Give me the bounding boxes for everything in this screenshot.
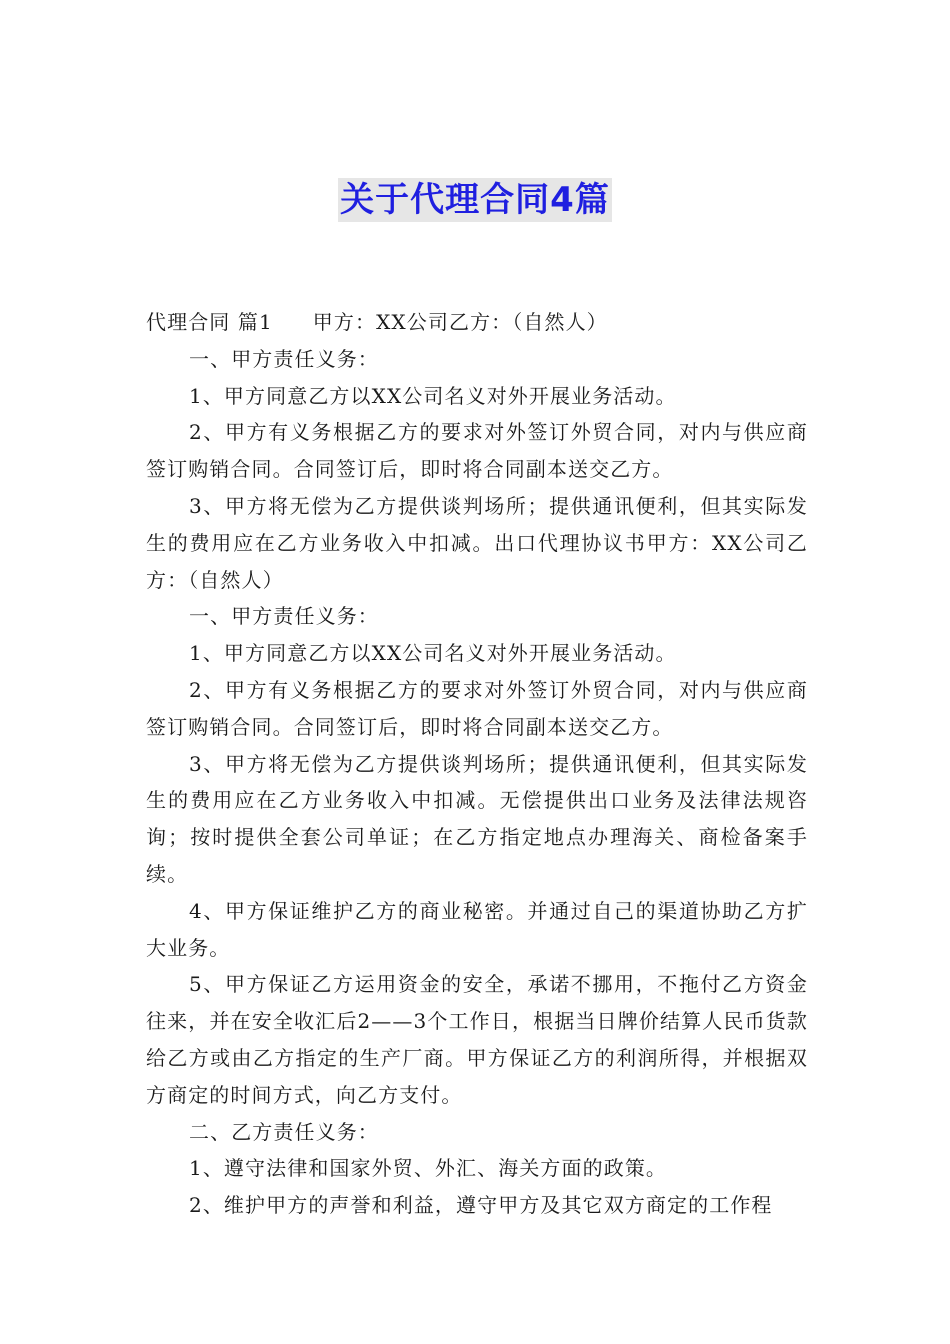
paragraph: 3、甲方将无偿为乙方提供谈判场所；提供通讯便利，但其实际发生的费用应在乙方业务收入中扣减。出口代理协议书甲方：XX公司乙方：（自然人） — [146, 493, 808, 592]
paragraph: 1、甲方同意乙方以XX公司名义对外开展业务活动。 — [189, 641, 677, 666]
paragraph: 1、甲方同意乙方以XX公司名义对外开展业务活动。 — [189, 383, 677, 408]
title-container — [0, 178, 950, 222]
paragraph: 3、甲方将无偿为乙方提供谈判场所；提供通讯便利，但其实际发生的费用应在乙方业务收入中扣减。无偿提供出口业务及法律法规咨询；按时提供全套公司单证；在乙方指定地点办理海关、商检备案手续。 — [146, 751, 808, 886]
document-body — [146, 304, 808, 1224]
paragraph: 二、乙方责任义务： — [189, 1119, 379, 1144]
paragraph: 1、遵守法律和国家外贸、外汇、海关方面的政策。 — [189, 1156, 668, 1181]
document-title: 关于代理合同4篇 — [340, 180, 610, 220]
paragraph: 2、甲方有义务根据乙方的要求对外签订外贸合同，对内与供应商签订购销合同。合同签订后，即时将合同副本送交乙方。 — [146, 420, 808, 482]
first-line — [146, 304, 808, 341]
section-label: 代理合同 篇1 — [146, 310, 273, 334]
paragraph: 4、甲方保证维护乙方的商业秘密。并通过自己的渠道协助乙方扩大业务。 — [146, 898, 808, 960]
paragraph: 2、维护甲方的声誉和利益，遵守甲方及其它双方商定的工作程 — [189, 1193, 773, 1218]
paragraph: 5、甲方保证乙方运用资金的安全，承诺不挪用，不拖付乙方资金往来，并在安全收汇后2——3个工作日，根据当日牌价结算人民币货款给乙方或由乙方指定的生产厂商。甲方保证乙方的利润所得，并根据双方商定的时间方式，向乙方支付。 — [146, 972, 808, 1107]
paragraph: 2、甲方有义务根据乙方的要求对外签订外贸合同，对内与供应商签订购销合同。合同签订后，即时将合同副本送交乙方。 — [146, 677, 808, 739]
parties-line: 甲方：XX公司乙方：（自然人） — [312, 310, 608, 334]
paragraph: 一、甲方责任义务： — [189, 604, 379, 629]
paragraph: 一、甲方责任义务： — [189, 346, 379, 371]
